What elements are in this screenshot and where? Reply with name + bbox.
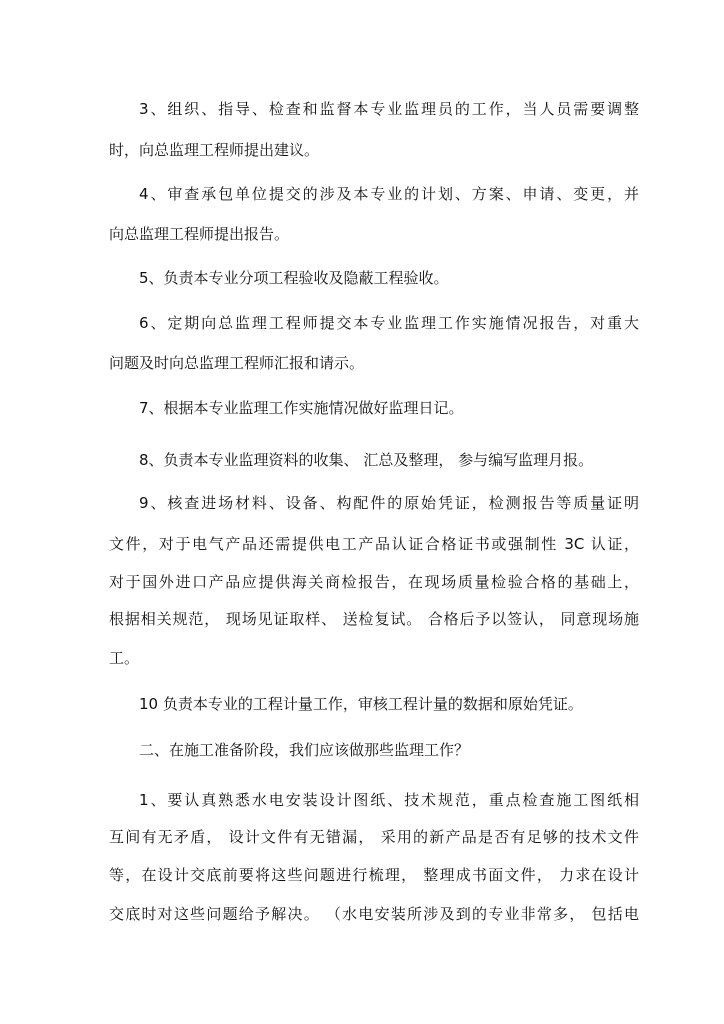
text-line-9: 8、负责本专业监理资料的收集、 汇总及整理， 参与编写监理月报。: [139, 451, 594, 469]
text-line-14: 工。: [109, 649, 140, 667]
text-line-19: 等，在设计交底前要将这些问题进行梳理， 整理成书面文件， 力求在设计: [109, 866, 639, 884]
text-line-17: 1、要认真熟悉水电安装设计图纸、技术规范，重点检查施工图纸相: [139, 791, 639, 809]
text-line-15: 10 负责本专业的工程计量工作，审核工程计量的数据和原始凭证。: [139, 695, 583, 713]
text-line-2: 时，向总监理工程师提出建议。: [109, 141, 320, 159]
text-line-1: 3、组织、指导、检查和监督本专业监理员的工作，当人员需要调整: [139, 100, 639, 118]
text-line-11: 文件，对于电气产品还需提供电工产品认证合格证书或强制性 3C 认证，: [109, 535, 639, 553]
text-line-8: 7、根据本专业监理工作实施情况做好监理日记。: [139, 399, 464, 417]
text-line-4: 向总监理工程师提出报告。: [109, 225, 290, 243]
text-line-20: 交底时对这些问题给予解决。 （水电安装所涉及到的专业非常多， 包括电: [109, 905, 639, 923]
text-line-7: 问题及时向总监理工程师汇报和请示。: [109, 354, 365, 372]
text-line-5: 5、负责本专业分项工程验收及隐蔽工程验收。: [139, 269, 449, 287]
text-line-10: 9、核查进场材料、设备、构配件的原始凭证，检测报告等质量证明: [139, 494, 639, 512]
text-line-3: 4、审查承包单位提交的涉及本专业的计划、方案、申请、变更，并: [139, 185, 639, 203]
text-line-16: 二、在施工准备阶段，我们应该做那些监理工作？: [139, 741, 470, 759]
text-line-13: 根据相关规范， 现场见证取样、 送检复试。 合格后予以签认， 同意现场施: [109, 610, 639, 628]
text-line-6: 6、定期向总监理工程师提交本专业监理工作实施情况报告，对重大: [139, 314, 639, 332]
text-line-18: 互间有无矛盾， 设计文件有无错漏， 采用的新产品是否有足够的技术文件: [109, 828, 639, 846]
text-line-12: 对于国外进口产品应提供海关商检报告，在现场质量检验合格的基础上，: [109, 573, 639, 591]
